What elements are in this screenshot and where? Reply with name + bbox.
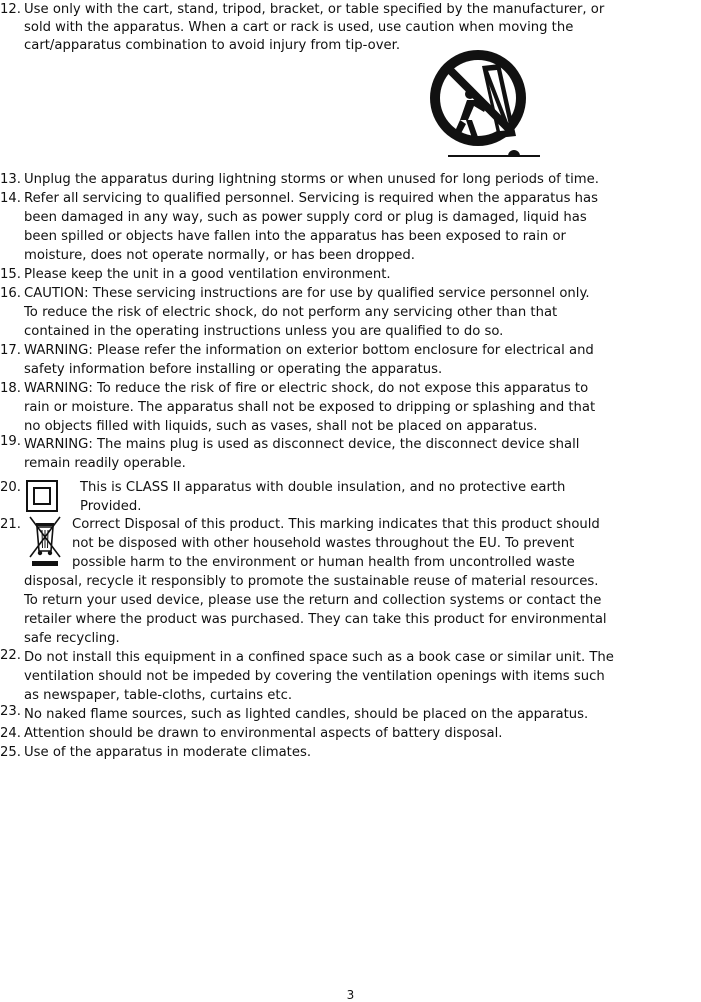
item-number: 24. xyxy=(0,726,21,741)
item-text-line: safety information before installing or operating the apparatus. xyxy=(24,362,443,377)
item-text-line: WARNING: To reduce the risk of fire or electric shock, do not expose this apparatus to xyxy=(24,381,589,396)
item-number: 13. xyxy=(0,172,21,187)
item-number: 19. xyxy=(0,434,21,449)
item-text-line: WARNING: Please refer the information on exterior bottom enclosure for electrical and xyxy=(24,343,594,358)
item-text-line: remain readily operable. xyxy=(24,456,186,471)
item-text-line: ventilation should not be impeded by covering the ventilation openings with items such xyxy=(24,669,605,684)
item-text-line: This is CLASS II apparatus with double insulation, and no protective earth xyxy=(80,480,566,495)
item-text-line: safe recycling. xyxy=(24,631,120,646)
item-text-line: possible harm to the environment or human health from uncontrolled waste xyxy=(72,555,575,570)
item-text-line: Provided. xyxy=(80,499,142,514)
item-number: 21. xyxy=(0,517,21,532)
item-number: 23. xyxy=(0,704,21,719)
item-number: 22. xyxy=(0,648,21,663)
item-number: 16. xyxy=(0,286,21,301)
page-number: 3 xyxy=(346,988,355,1002)
item-text-line: Unplug the apparatus during lightning storms or when unused for long periods of time. xyxy=(24,172,599,187)
item-text-line: moisture, does not operate normally, or has been dropped. xyxy=(24,248,415,263)
item-text-line: no objects filled with liquids, such as vases, shall not be placed on apparatus. xyxy=(24,419,538,434)
item-text-line: cart/apparatus combination to avoid injury from tip-over. xyxy=(24,38,401,53)
item-number: 18. xyxy=(0,381,21,396)
item-number: 14. xyxy=(0,191,21,206)
item-text-line: retailer where the product was purchased. They can take this product for environmental xyxy=(24,612,607,627)
item-text-line: To return your used device, please use the return and collection systems or contact the xyxy=(24,593,602,608)
item-text-line: as newspaper, table-cloths, curtains etc. xyxy=(24,688,293,703)
crossed-out-wheelie-bin-icon xyxy=(28,515,62,567)
item-text-line: been damaged in any way, such as power supply cord or plug is damaged, liquid has xyxy=(24,210,587,225)
item-text-line: been spilled or objects have fallen into the apparatus has been exposed to rain or xyxy=(24,229,566,244)
cart-tip-over-warning-icon xyxy=(430,40,550,164)
item-number: 15. xyxy=(0,267,21,282)
item-text-line: sold with the apparatus. When a cart or rack is used, use caution when moving the xyxy=(24,20,574,35)
item-text-line: contained in the operating instructions unless you are qualified to do so. xyxy=(24,324,504,339)
item-number: 12. xyxy=(0,2,21,17)
item-text-line: Please keep the unit in a good ventilation environment. xyxy=(24,267,391,282)
item-text-line: No naked flame sources, such as lighted candles, should be placed on the apparatus. xyxy=(24,707,589,722)
item-text-line: Refer all servicing to qualified personnel. Servicing is required when the apparatus has xyxy=(24,191,598,206)
item-text-line: WARNING: The mains plug is used as disconnect device, the disconnect device shall xyxy=(24,437,580,452)
item-text-line: Use of the apparatus in moderate climates. xyxy=(24,745,312,760)
item-text-line: disposal, recycle it responsibly to promote the sustainable reuse of material resources. xyxy=(24,574,599,589)
item-number: 25. xyxy=(0,745,21,760)
item-text-line: Attention should be drawn to environmental aspects of battery disposal. xyxy=(24,726,503,741)
item-number: 20. xyxy=(0,480,21,495)
item-text-line: not be disposed with other household wastes throughout the EU. To prevent xyxy=(72,536,575,551)
item-text-line: rain or moisture. The apparatus shall not be exposed to dripping or splashing and that xyxy=(24,400,596,415)
item-text-line: To reduce the risk of electric shock, do not perform any servicing other than that xyxy=(24,305,558,320)
item-text-line: Correct Disposal of this product. This marking indicates that this product should xyxy=(72,517,600,532)
class-ii-double-square-icon xyxy=(26,480,58,512)
item-text-line: CAUTION: These servicing instructions are for use by qualified service personnel only. xyxy=(24,286,590,301)
item-text-line: Do not install this equipment in a confined space such as a book case or similar unit. The xyxy=(24,650,614,665)
item-text-line: Use only with the cart, stand, tripod, bracket, or table specified by the manufacturer, or xyxy=(24,2,605,17)
item-number: 17. xyxy=(0,343,21,358)
